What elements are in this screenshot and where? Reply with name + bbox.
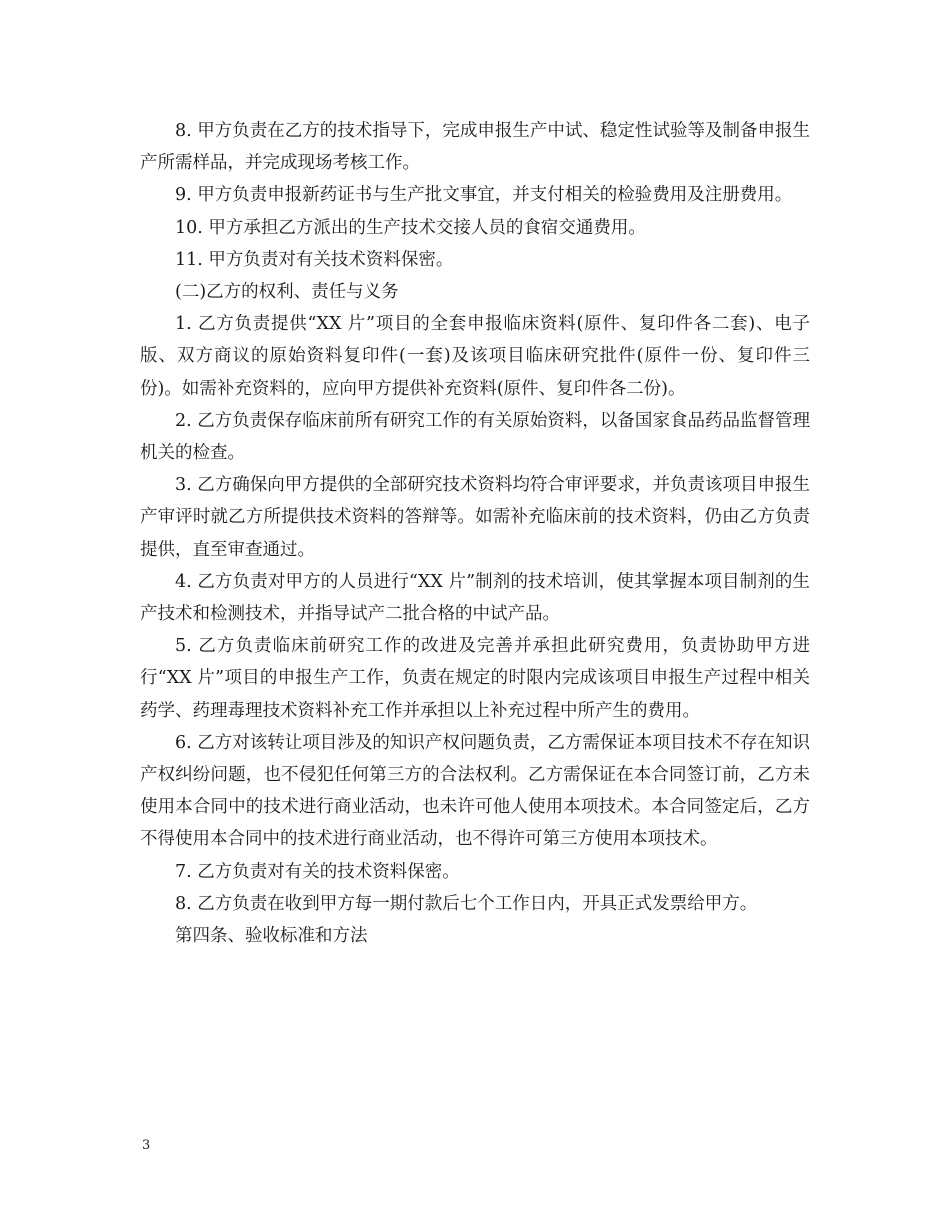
paragraph-yi-2: 2. 乙方负责保存临床前所有研究工作的有关原始资料，以备国家食品药品监督管理机关的检查。: [140, 410, 810, 464]
page-number: 3: [142, 1138, 151, 1153]
paragraph-jia-10: 10. 甲方承担乙方派出的生产技术交接人员的食宿交通费用。: [175, 217, 646, 238]
paragraph-yi-1: 1. 乙方负责提供“XX 片”项目的全套申报临床资料(原件、复印件各二套)、电子版、双方商议的原始资料复印件(一套)及该项目临床研究批件(原件一份、复印件三份)。如需补充资料的，应向甲方提供补充资料(原件、复印件各二份)。: [140, 314, 810, 399]
paragraph-yi-6: 6. 乙方对该转让项目涉及的知识产权问题负责，乙方需保证本项目技术不存在知识产权纠纷问题，也不侵犯任何第三方的合法权利。乙方需保证在本合同签订前，乙方未使用本合同中的技术进行商业活动，也未许可他人使用本项技术。本合同签定后，乙方不得使用本合同中的技术进行商业活动，也不得许可第三方使用本项技术。: [140, 732, 810, 850]
section-heading-yi-rights: (二)乙方的权利、责任与义务: [175, 282, 399, 303]
paragraph-yi-5: 5. 乙方负责临床前研究工作的改进及完善并承担此研究费用，负责协助甲方进行“XX 片”项目的申报生产工作，负责在规定的时限内完成该项目申报生产过程中相关药学、药理毒理技术资料补充工作并承担以上补充过程中所产生的费用。: [140, 636, 810, 721]
paragraph-yi-3: 3. 乙方确保向甲方提供的全部研究技术资料均符合审评要求，并负责该项目申报生产审评时就乙方所提供技术资料的答辩等。如需补充临床前的技术资料，仍由乙方负责提供，直至审查通过。: [140, 475, 810, 560]
document-body: [140, 115, 810, 952]
paragraph-jia-9: 9. 甲方负责申报新药证书与生产批文事宜，并支付相关的检验费用及注册费用。: [175, 185, 793, 206]
paragraph-jia-11: 11. 甲方负责对有关技术资料保密。: [175, 249, 454, 270]
paragraph-yi-8: 8. 乙方负责在收到甲方每一期付款后七个工作日内，开具正式发票给甲方。: [175, 893, 758, 914]
paragraph-yi-4: 4. 乙方负责对甲方的人员进行“XX 片”制剂的技术培训，使其掌握本项目制剂的生产技术和检测技术，并指导试产二批合格的中试产品。: [140, 571, 810, 625]
paragraph-jia-8: 8. 甲方负责在乙方的技术指导下，完成申报生产中试、稳定性试验等及制备申报生产所需样品，并完成现场考核工作。: [140, 121, 810, 174]
paragraph-yi-7: 7. 乙方负责对有关的技术资料保密。: [175, 861, 460, 882]
article-four-heading: 第四条、验收标准和方法: [175, 926, 368, 947]
